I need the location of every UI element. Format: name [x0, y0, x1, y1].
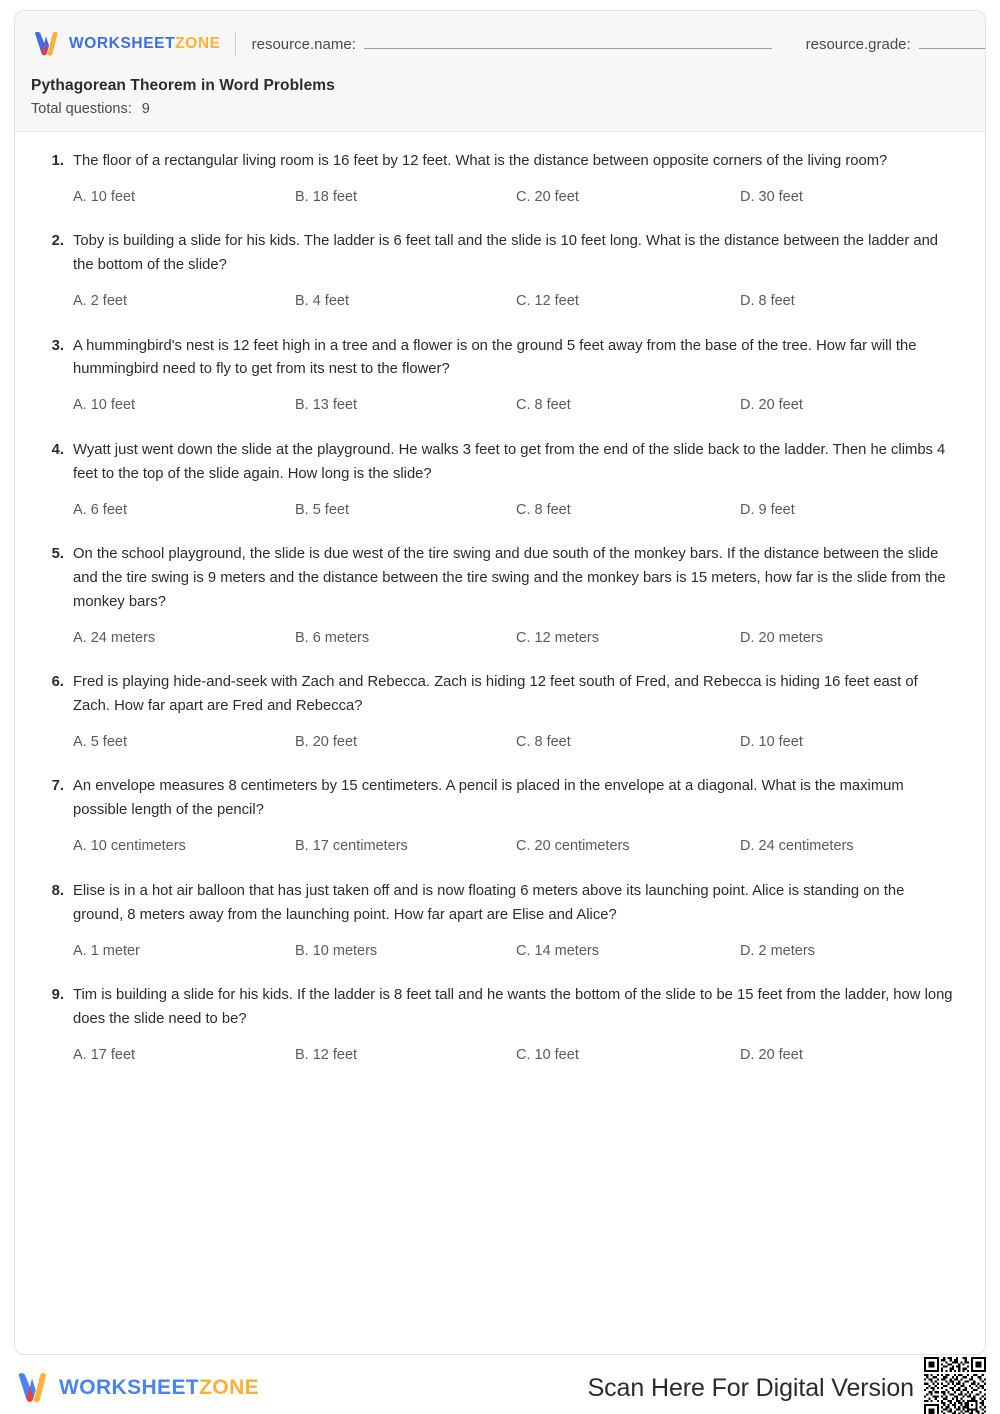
answer-option-text: 20 feet — [534, 188, 579, 205]
answer-option-letter: D. — [740, 397, 755, 414]
answer-option-text: 8 feet — [534, 397, 571, 414]
worksheet-header — [15, 11, 985, 132]
answer-option-text: 8 feet — [758, 293, 795, 310]
question-options — [45, 836, 955, 856]
answer-option[interactable] — [516, 395, 740, 415]
answer-option-letter: A. — [73, 734, 87, 751]
answer-option-letter: C. — [516, 293, 531, 310]
answer-option[interactable] — [295, 291, 516, 311]
question-number: 9. — [51, 986, 64, 1003]
question-number: 6. — [51, 674, 64, 691]
question-item — [45, 984, 955, 1065]
answer-option-letter: D. — [740, 188, 755, 205]
question-options — [45, 941, 955, 961]
question-number: 1. — [51, 153, 64, 169]
brand-logo — [31, 31, 221, 57]
answer-option-text: 20 centimeters — [534, 838, 630, 855]
question-options — [45, 187, 955, 207]
answer-option-text: 20 feet — [758, 397, 803, 414]
question-options — [45, 628, 955, 648]
answer-option-text: 5 feet — [312, 501, 349, 518]
answer-option[interactable] — [73, 628, 295, 648]
question-options — [45, 291, 955, 311]
answer-option-letter: D. — [740, 293, 755, 310]
answer-option[interactable] — [740, 628, 955, 648]
question-item — [45, 150, 955, 207]
answer-option[interactable] — [516, 941, 740, 961]
answer-option[interactable] — [740, 732, 955, 752]
answer-option-text: 9 feet — [758, 501, 795, 518]
answer-option-text: 10 feet — [758, 734, 803, 751]
answer-option-text: 5 feet — [90, 734, 127, 751]
question-text: Wyatt just went down the slide at the playground. He walks 3 feet to get from the end of the slide back to the ladder. Then he climbs 4 feet to the top of the slide again. How long is the slide? — [73, 441, 946, 482]
worksheetzone-w-logo-icon — [31, 31, 61, 57]
question-number: 2. — [51, 233, 64, 250]
answer-option[interactable] — [295, 732, 516, 752]
answer-option[interactable] — [516, 732, 740, 752]
question-head — [45, 230, 955, 278]
question-options — [45, 500, 955, 520]
answer-option-text: 10 feet — [534, 1046, 579, 1063]
answer-option-letter: D. — [740, 838, 755, 855]
question-number: 3. — [51, 337, 64, 354]
worksheet-card — [14, 10, 986, 1355]
answer-option-letter: A. — [73, 1046, 87, 1063]
answer-option-letter: B. — [295, 629, 309, 646]
answer-option-letter: C. — [516, 942, 531, 959]
answer-option-text: 6 feet — [90, 501, 127, 518]
answer-option[interactable] — [73, 291, 295, 311]
question-number: 4. — [51, 441, 64, 458]
answer-option-text: 4 feet — [312, 293, 349, 310]
answer-option-text: 14 meters — [534, 942, 599, 959]
answer-option-letter: B. — [295, 734, 309, 751]
answer-option-text: 1 meter — [90, 942, 140, 959]
answer-option-text: 2 feet — [90, 293, 127, 310]
answer-option[interactable] — [295, 628, 516, 648]
question-item — [45, 335, 955, 416]
answer-option[interactable] — [516, 500, 740, 520]
question-item — [45, 880, 955, 961]
brand-name-zone: ZONE — [175, 35, 221, 52]
answer-option-text: 10 feet — [90, 397, 136, 414]
answer-option-letter: A. — [73, 501, 87, 518]
answer-option[interactable] — [740, 500, 955, 520]
answer-option[interactable] — [516, 1045, 740, 1065]
question-item — [45, 543, 955, 648]
name-field[interactable] — [252, 35, 772, 53]
question-item — [45, 775, 955, 856]
question-text: On the school playground, the slide is due west of the tire swing and due south of the monkey bars. If the distance between the slide and the tire swing is 9 meters and the distance between the tire swing and the monkey bars is 15 meters, how far is the slide from the monkey bars? — [73, 545, 946, 610]
page-footer — [0, 1362, 1000, 1414]
answer-option-letter: D. — [740, 942, 755, 959]
worksheet-title: Pythagorean Theorem in Word Problems — [31, 77, 335, 94]
answer-option-text: 10 centimeters — [90, 838, 186, 855]
footer-brand-logo — [14, 1372, 259, 1404]
answer-option-letter: C. — [516, 734, 531, 751]
question-head — [45, 880, 955, 928]
answer-option-letter: B. — [295, 293, 309, 310]
question-number: 8. — [51, 882, 64, 899]
answer-option-text: 6 meters — [312, 629, 370, 646]
answer-option[interactable] — [295, 395, 516, 415]
answer-option[interactable] — [516, 187, 740, 207]
answer-option-letter: A. — [73, 629, 87, 646]
question-item — [45, 230, 955, 311]
answer-option[interactable] — [73, 836, 295, 856]
answer-option-letter: B. — [295, 942, 309, 959]
answer-option-letter: A. — [73, 293, 87, 310]
answer-option[interactable] — [740, 291, 955, 311]
answer-option-letter: B. — [295, 838, 309, 855]
answer-option[interactable] — [295, 1045, 516, 1065]
answer-option-text: 12 feet — [534, 293, 579, 310]
answer-option-text: 12 meters — [534, 629, 599, 646]
answer-option-text: 20 meters — [758, 629, 823, 646]
answer-option-text: 20 feet — [758, 1046, 803, 1063]
answer-option-letter: B. — [295, 397, 309, 414]
question-options — [45, 395, 955, 415]
answer-option[interactable] — [295, 941, 516, 961]
answer-option-letter: D. — [740, 501, 755, 518]
question-item — [45, 671, 955, 752]
brand-name — [69, 35, 221, 53]
question-head — [45, 439, 955, 487]
qr-code-icon[interactable] — [924, 1357, 986, 1414]
question-options — [45, 1045, 955, 1065]
brand-name-worksheet: WORKSHEET — [69, 35, 176, 52]
answer-option-letter: C. — [516, 1046, 531, 1063]
question-head — [45, 775, 955, 823]
answer-option-letter: C. — [516, 188, 531, 205]
question-text: Toby is building a slide for his kids. The ladder is 6 feet tall and the slide is 10 feet long. What is the distance between the ladder and the bottom of the slide? — [73, 233, 939, 274]
answer-option-text: 12 feet — [312, 1046, 358, 1063]
question-text: The floor of a rectangular living room is 16 feet by 12 feet. What is the distance between opposite corners of the living room? — [73, 153, 888, 169]
question-text: Fred is playing hide-and-seek with Zach and Rebecca. Zach is hiding 12 feet south of Fred, and Rebecca is hiding 16 feet east of Zach. How far apart are Fred and Rebecca? — [73, 674, 918, 715]
grade-field-label: resource.grade: — [805, 36, 911, 53]
question-number: 5. — [51, 545, 64, 562]
answer-option[interactable] — [73, 1045, 295, 1065]
grade-field-input[interactable] — [919, 35, 985, 49]
answer-option-letter: C. — [516, 501, 531, 518]
question-head — [45, 984, 955, 1032]
answer-option-text: 24 meters — [90, 629, 156, 646]
answer-option[interactable] — [740, 836, 955, 856]
question-text: A hummingbird's nest is 12 feet high in a tree and a flower is on the ground 5 feet away from the base of the tree. How far will the hummingbird need to fly to get from its nest to the flower? — [73, 337, 917, 378]
answer-option[interactable] — [516, 628, 740, 648]
answer-option[interactable] — [73, 941, 295, 961]
answer-option[interactable] — [740, 395, 955, 415]
footer-brand-worksheet: WORKSHEET — [59, 1376, 200, 1399]
answer-option-letter: D. — [740, 734, 755, 751]
answer-option[interactable] — [740, 1045, 955, 1065]
answer-option-letter: A. — [73, 188, 87, 205]
question-text: Elise is in a hot air balloon that has just taken off and is now floating 6 meters above its launching point. Alice is standing on the ground, 8 meters away from the launching point. How far apart are Elise and Alice? — [73, 882, 905, 923]
answer-option-letter: A. — [73, 838, 87, 855]
question-options — [45, 732, 955, 752]
answer-option-letter: C. — [516, 629, 531, 646]
answer-option-letter: A. — [73, 942, 87, 959]
questions-list — [15, 132, 985, 1065]
answer-option-letter: C. — [516, 838, 531, 855]
total-questions-count: 9 — [141, 101, 150, 117]
answer-option-text: 13 feet — [312, 397, 358, 414]
answer-option-text: 10 feet — [90, 188, 136, 205]
answer-option[interactable] — [740, 187, 955, 207]
answer-option-letter: D. — [740, 629, 755, 646]
answer-option[interactable] — [295, 500, 516, 520]
question-item — [45, 439, 955, 520]
question-number: 7. — [51, 778, 64, 795]
answer-option-letter: B. — [295, 188, 309, 205]
header-divider — [235, 33, 236, 55]
name-field-label: resource.name: — [251, 36, 356, 53]
footer-brand-name — [59, 1376, 259, 1400]
answer-option[interactable] — [73, 395, 295, 415]
answer-option[interactable] — [73, 187, 295, 207]
answer-option-letter: A. — [73, 397, 87, 414]
answer-option-text: 30 feet — [758, 188, 803, 205]
grade-field[interactable] — [806, 35, 985, 53]
question-head — [45, 543, 955, 615]
answer-option-text: 2 meters — [758, 942, 815, 959]
answer-option-letter: B. — [295, 1046, 309, 1063]
answer-option-letter: C. — [516, 397, 531, 414]
name-field-input[interactable] — [364, 35, 772, 49]
answer-option[interactable] — [295, 187, 516, 207]
scan-label: Scan Here For Digital Version — [587, 1373, 914, 1402]
answer-option[interactable] — [516, 291, 740, 311]
title-block — [15, 61, 985, 117]
answer-option[interactable] — [73, 500, 295, 520]
question-head — [45, 150, 955, 174]
question-text: An envelope measures 8 centimeters by 15 centimeters. A pencil is placed in the envelope at a diagonal. What is the maximum possible length of the pencil? — [73, 778, 904, 819]
answer-option-text: 18 feet — [312, 188, 358, 205]
answer-option-text: 17 centimeters — [312, 838, 408, 855]
question-head — [45, 671, 955, 719]
answer-option-text: 20 feet — [312, 734, 358, 751]
answer-option-text: 8 feet — [534, 734, 571, 751]
header-row — [15, 27, 985, 61]
answer-option-text: 24 centimeters — [758, 838, 854, 855]
question-text: Tim is building a slide for his kids. If the ladder is 8 feet tall and he wants the bottom of the slide to be 15 feet from the ladder, how long does the slide need to be? — [73, 986, 953, 1027]
answer-option-text: 17 feet — [90, 1046, 136, 1063]
answer-option[interactable] — [740, 941, 955, 961]
answer-option-letter: D. — [740, 1046, 755, 1063]
answer-option[interactable] — [73, 732, 295, 752]
question-head — [45, 335, 955, 383]
answer-option-letter: B. — [295, 501, 309, 518]
answer-option[interactable] — [516, 836, 740, 856]
answer-option[interactable] — [295, 836, 516, 856]
footer-brand-zone: ZONE — [199, 1376, 260, 1399]
worksheetzone-w-logo-icon — [14, 1372, 50, 1404]
total-questions — [31, 101, 985, 117]
total-questions-label: Total questions: — [31, 101, 132, 117]
answer-option-text: 8 feet — [534, 501, 571, 518]
answer-option-text: 10 meters — [312, 942, 378, 959]
